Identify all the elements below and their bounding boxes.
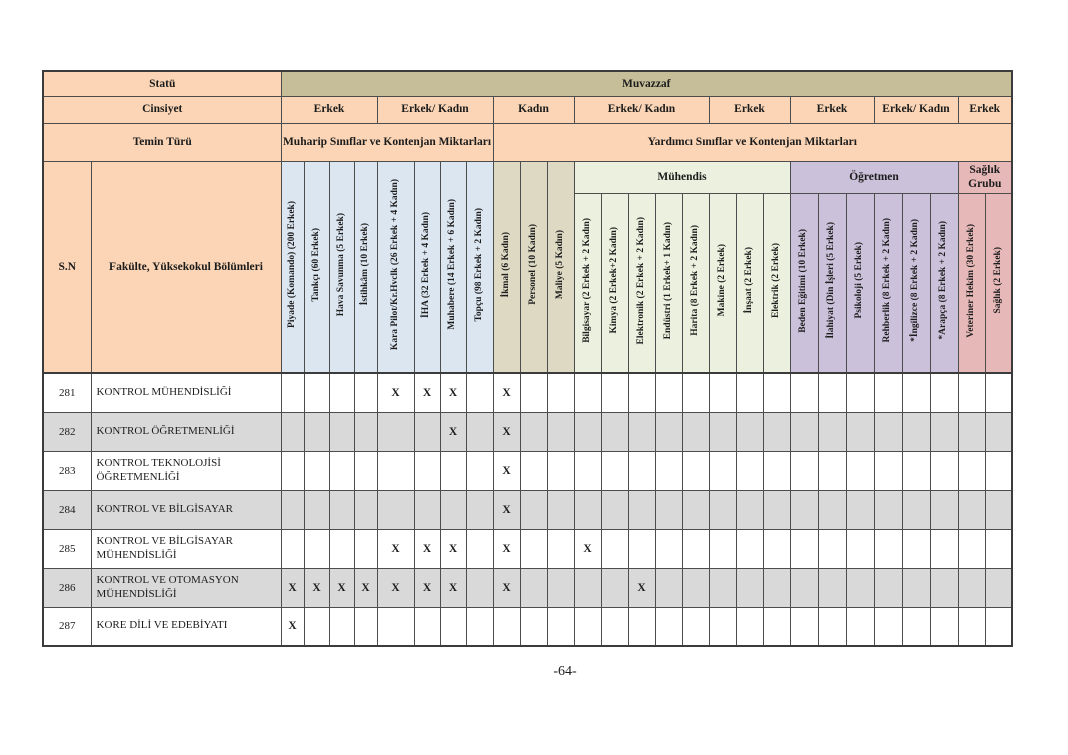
mark-cell [466, 568, 493, 607]
muharip-group-header: Muharip Sınıflar ve Kontenjan Miktarları [281, 123, 493, 161]
mark-cell [628, 373, 655, 412]
mark-cell [414, 490, 440, 529]
temin-label: Temin Türü [43, 123, 281, 161]
mark-cell [520, 607, 547, 646]
mark-cell [493, 607, 520, 646]
mark-cell: X [377, 373, 414, 412]
mark-cell [985, 529, 1012, 568]
mark-cell [655, 529, 682, 568]
mark-cell [414, 451, 440, 490]
mark-cell [466, 529, 493, 568]
column-header-label: Harita (8 Erkek + 2 Kadın) [689, 225, 700, 336]
column-header-muharip-2 [329, 161, 354, 373]
mark-cell [354, 529, 377, 568]
mark-cell [709, 607, 736, 646]
mark-cell [874, 529, 902, 568]
mark-cell [682, 373, 709, 412]
column-header-label: *İngilizce (8 Erkek + 2 Kadın) [910, 219, 921, 342]
column-header-muhendis-11 [574, 193, 601, 373]
mark-cell [281, 412, 304, 451]
mark-cell: X [493, 568, 520, 607]
mark-cell [655, 412, 682, 451]
column-header-muharip-1 [304, 161, 329, 373]
mark-cell [466, 412, 493, 451]
column-header-label: *Arapça (8 Erkek + 2 Kadın) [938, 221, 949, 340]
mark-cell [874, 451, 902, 490]
table-row-281 [43, 373, 1012, 412]
gender-span: Erkek/ Kadın [574, 96, 709, 123]
mark-cell [930, 607, 958, 646]
column-header-label: Kara Pilot/Kr.Hvclk (26 Erkek + 4 Kadın) [389, 179, 400, 351]
mark-cell [709, 568, 736, 607]
mark-cell [354, 490, 377, 529]
column-header-saglik-25 [958, 193, 985, 373]
mark-cell [329, 412, 354, 451]
mark-cell [354, 412, 377, 451]
mark-cell [281, 490, 304, 529]
mark-cell [281, 373, 304, 412]
column-header-label: Maliye (5 Kadın) [554, 229, 565, 300]
row-sn: 284 [43, 490, 91, 529]
mark-cell [682, 490, 709, 529]
mark-cell: X [354, 568, 377, 607]
row-name: KONTROL ÖĞRETMENLİĞİ [91, 412, 281, 451]
mark-cell [818, 373, 846, 412]
mark-cell [574, 568, 601, 607]
table-row-284 [43, 490, 1012, 529]
mark-cell [902, 529, 930, 568]
mark-cell [354, 373, 377, 412]
row-sn: 287 [43, 607, 91, 646]
mark-cell [736, 373, 763, 412]
statu-value: Muvazzaf [281, 71, 1012, 96]
mark-cell [930, 529, 958, 568]
column-header-label: Veteriner Hekim (30 Erkek) [965, 223, 976, 338]
mark-cell [985, 568, 1012, 607]
mark-cell [930, 373, 958, 412]
mark-cell [736, 568, 763, 607]
mark-cell [958, 529, 985, 568]
column-header-label: Psikoloji (5 Erkek) [854, 242, 865, 319]
mark-cell [930, 412, 958, 451]
mark-cell [874, 490, 902, 529]
mark-cell [655, 607, 682, 646]
column-header-label: İHA (32 Erkek + 4 Kadın) [421, 211, 432, 318]
mark-cell [763, 451, 790, 490]
mark-cell [930, 490, 958, 529]
mark-cell [466, 373, 493, 412]
mark-cell [846, 451, 874, 490]
mark-cell [682, 451, 709, 490]
mark-cell [281, 529, 304, 568]
mark-cell [547, 451, 574, 490]
row-name: KORE DİLİ VE EDEBİYATI [91, 607, 281, 646]
column-header-label: Makine (2 Erkek) [716, 244, 727, 317]
mark-cell [985, 451, 1012, 490]
mark-cell [520, 529, 547, 568]
temin-row [43, 123, 1012, 161]
mark-cell [354, 451, 377, 490]
table-row-287 [43, 607, 1012, 646]
cinsiyet-row [43, 96, 1012, 123]
table-row-286 [43, 568, 1012, 607]
gender-span: Erkek/ Kadın [377, 96, 493, 123]
mark-cell: X [414, 568, 440, 607]
mark-cell: X [440, 412, 466, 451]
mark-cell: X [440, 373, 466, 412]
column-header-ogretmen-21 [846, 193, 874, 373]
column-header-muhendis-13 [628, 193, 655, 373]
column-header-label: Bilgisayar (2 Erkek + 2 Kadın) [581, 218, 592, 343]
mark-cell [736, 412, 763, 451]
column-header-label: Tankçı (60 Erkek) [310, 227, 321, 302]
mark-cell [304, 373, 329, 412]
mark-cell [414, 412, 440, 451]
page-number: -64- [553, 664, 577, 679]
column-header-label: Hava Savunma (5 Erkek) [335, 212, 346, 317]
mark-cell [874, 412, 902, 451]
mark-cell: X [304, 568, 329, 607]
mark-cell [628, 412, 655, 451]
mark-cell [655, 373, 682, 412]
column-header-kadin-10 [547, 161, 574, 373]
mark-cell [790, 451, 818, 490]
mark-cell [440, 451, 466, 490]
column-header-muhendis-16 [709, 193, 736, 373]
mark-cell [818, 607, 846, 646]
mark-cell [601, 529, 628, 568]
mark-cell [709, 373, 736, 412]
mark-cell [790, 490, 818, 529]
mark-cell [574, 412, 601, 451]
mark-cell [377, 451, 414, 490]
mark-cell [790, 373, 818, 412]
mark-cell [763, 412, 790, 451]
column-header-label: İnşaat (2 Erkek) [743, 247, 754, 314]
mark-cell [414, 607, 440, 646]
gender-span: Erkek/ Kadın [874, 96, 958, 123]
mark-cell [902, 451, 930, 490]
column-header-muharip-7 [466, 161, 493, 373]
mark-cell [601, 451, 628, 490]
mark-cell [930, 451, 958, 490]
mark-cell [628, 607, 655, 646]
statu-label: Statü [43, 71, 281, 96]
mark-cell [682, 529, 709, 568]
mark-cell: X [493, 490, 520, 529]
column-header-label: Personel (10 Kadın) [527, 224, 538, 305]
column-header-label: Rehberlik (8 Erkek + 2 Kadın) [882, 218, 893, 343]
mark-cell [574, 607, 601, 646]
mark-cell [874, 607, 902, 646]
mark-cell [985, 373, 1012, 412]
mark-cell: X [281, 568, 304, 607]
mark-cell [655, 490, 682, 529]
mark-cell [377, 607, 414, 646]
mark-cell [547, 568, 574, 607]
mark-cell [818, 568, 846, 607]
mark-cell [682, 412, 709, 451]
row-sn: 282 [43, 412, 91, 451]
mark-cell [547, 607, 574, 646]
table-row-285 [43, 529, 1012, 568]
row-sn: 285 [43, 529, 91, 568]
mark-cell [790, 568, 818, 607]
mark-cell [874, 373, 902, 412]
mark-cell [440, 607, 466, 646]
column-header-ogretmen-20 [818, 193, 846, 373]
row-name: KONTROL MÜHENDİSLİĞİ [91, 373, 281, 412]
column-header-label: Beden Eğitimi (10 Erkek) [798, 228, 809, 333]
mark-cell [601, 568, 628, 607]
row-sn: 283 [43, 451, 91, 490]
mark-cell [958, 373, 985, 412]
mark-cell [902, 568, 930, 607]
mark-cell [628, 451, 655, 490]
subgroup-row [43, 161, 1012, 193]
mark-cell [601, 373, 628, 412]
statu-row [43, 71, 1012, 96]
mark-cell [846, 412, 874, 451]
mark-cell: X [493, 373, 520, 412]
cinsiyet-label: Cinsiyet [43, 96, 281, 123]
mark-cell [466, 607, 493, 646]
mark-cell [281, 451, 304, 490]
mark-cell [736, 607, 763, 646]
mark-cell [628, 490, 655, 529]
gender-span: Erkek [958, 96, 1012, 123]
mark-cell [985, 607, 1012, 646]
mark-cell [329, 607, 354, 646]
column-header-label: Sağlık (2 Erkek) [992, 247, 1003, 314]
yardimci-group-header: Yardımcı Sınıflar ve Kontenjan Miktarları [493, 123, 1012, 161]
mark-cell [520, 490, 547, 529]
row-sn: 286 [43, 568, 91, 607]
mark-cell [655, 568, 682, 607]
mark-cell: X [628, 568, 655, 607]
mark-cell [601, 607, 628, 646]
mark-cell [304, 490, 329, 529]
mark-cell [736, 451, 763, 490]
mark-cell [709, 412, 736, 451]
gender-span: Erkek [281, 96, 377, 123]
mark-cell [329, 529, 354, 568]
mark-cell [520, 451, 547, 490]
mark-cell [902, 490, 930, 529]
ogretmen-group-header: Öğretmen [790, 161, 958, 193]
table-row-282 [43, 412, 1012, 451]
column-header-label: İstihkâm (10 Erkek) [359, 223, 370, 306]
mark-cell: X [414, 373, 440, 412]
saglik-group-header: Sağlık Grubu [958, 161, 1012, 193]
gender-span: Erkek [790, 96, 874, 123]
column-header-muharip-5 [414, 161, 440, 373]
mark-cell [709, 529, 736, 568]
mark-cell [930, 568, 958, 607]
mark-cell [547, 490, 574, 529]
mark-cell [682, 568, 709, 607]
mark-cell [601, 490, 628, 529]
mark-cell [958, 412, 985, 451]
column-header-label: Kimya (2 Erkek+2 Kadın) [608, 227, 619, 334]
column-header-muhendis-18 [763, 193, 790, 373]
mark-cell [846, 568, 874, 607]
mark-cell [958, 490, 985, 529]
mark-cell [985, 412, 1012, 451]
mark-cell: X [414, 529, 440, 568]
mark-cell [846, 373, 874, 412]
column-header-ogretmen-24 [930, 193, 958, 373]
row-sn: 281 [43, 373, 91, 412]
row-name: KONTROL VE BİLGİSAYAR [91, 490, 281, 529]
column-header-label: İlahiyat (Din İşleri (5 Erkek) [826, 222, 837, 339]
mark-cell [818, 529, 846, 568]
column-header-ogretmen-19 [790, 193, 818, 373]
mark-cell [520, 373, 547, 412]
column-header-ogretmen-23 [902, 193, 930, 373]
mark-cell [763, 490, 790, 529]
column-header-muharip-4 [377, 161, 414, 373]
column-header-muhendis-17 [736, 193, 763, 373]
mark-cell [709, 490, 736, 529]
gender-span: Kadın [493, 96, 574, 123]
column-header-muhendis-14 [655, 193, 682, 373]
mark-cell [520, 412, 547, 451]
mark-cell [574, 490, 601, 529]
mark-cell [466, 490, 493, 529]
column-header-ogretmen-22 [874, 193, 902, 373]
mark-cell: X [493, 412, 520, 451]
mark-cell [763, 373, 790, 412]
mark-cell [547, 373, 574, 412]
mark-cell [520, 568, 547, 607]
table-row-283 [43, 451, 1012, 490]
mark-cell [682, 607, 709, 646]
column-header-label: Piyade (Komando) (200 Erkek) [286, 201, 297, 329]
column-header-label: Muhabere (14 Erkek + 6 Kadın) [447, 199, 458, 330]
mark-cell [329, 451, 354, 490]
mark-cell: X [440, 529, 466, 568]
column-header-saglik-26 [985, 193, 1012, 373]
mark-cell [958, 568, 985, 607]
mark-cell [377, 490, 414, 529]
mark-cell [440, 490, 466, 529]
mark-cell [304, 451, 329, 490]
mark-cell [902, 412, 930, 451]
mark-cell [377, 412, 414, 451]
mark-cell: X [281, 607, 304, 646]
mark-cell: X [377, 529, 414, 568]
row-name: KONTROL TEKNOLOJİSİ ÖĞRETMENLİĞİ [91, 451, 281, 490]
quota-allocation-table [42, 70, 1013, 647]
mark-cell [709, 451, 736, 490]
mark-cell [763, 568, 790, 607]
muhendis-group-header: Mühendis [574, 161, 790, 193]
mark-cell [329, 373, 354, 412]
mark-cell [846, 529, 874, 568]
column-header-label: Elektronik (2 Erkek + 2 Kadın) [635, 216, 646, 345]
mark-cell [574, 451, 601, 490]
column-header-muhendis-12 [601, 193, 628, 373]
mark-cell: X [440, 568, 466, 607]
mark-cell [547, 529, 574, 568]
mark-cell: X [493, 529, 520, 568]
column-header-muharip-3 [354, 161, 377, 373]
mark-cell [354, 607, 377, 646]
mark-cell [304, 412, 329, 451]
mark-cell [985, 490, 1012, 529]
mark-cell [818, 451, 846, 490]
mark-cell [329, 490, 354, 529]
sn-header: S.N [43, 161, 91, 373]
mark-cell [958, 451, 985, 490]
mark-cell [736, 529, 763, 568]
mark-cell [958, 607, 985, 646]
mark-cell [790, 412, 818, 451]
column-header-muhendis-15 [682, 193, 709, 373]
mark-cell [763, 529, 790, 568]
mark-cell [304, 607, 329, 646]
mark-cell [763, 607, 790, 646]
column-header-muharip-0 [281, 161, 304, 373]
column-header-kadin-9 [520, 161, 547, 373]
mark-cell [902, 373, 930, 412]
table-header [43, 71, 1012, 373]
column-header-label: İkmal (6 Kadın) [500, 231, 511, 298]
column-header-label: Endüstri (1 Erkek+ 1 Kadın) [662, 221, 673, 340]
row-name: KONTROL VE OTOMASYON MÜHENDİSLİĞİ [91, 568, 281, 607]
mark-cell [304, 529, 329, 568]
column-header-muharip-6 [440, 161, 466, 373]
mark-cell [574, 373, 601, 412]
mark-cell [874, 568, 902, 607]
mark-cell: X [377, 568, 414, 607]
column-header-label: Topçu (98 Erkek + 2 Kadın) [473, 207, 484, 322]
mark-cell [736, 490, 763, 529]
mark-cell: X [574, 529, 601, 568]
mark-cell [818, 490, 846, 529]
mark-cell [846, 607, 874, 646]
mark-cell [818, 412, 846, 451]
column-header-label: Elektrik (2 Erkek) [770, 243, 781, 319]
mark-cell [790, 529, 818, 568]
gender-span: Erkek [709, 96, 790, 123]
mark-cell: X [493, 451, 520, 490]
mark-cell [790, 607, 818, 646]
row-name: KONTROL VE BİLGİSAYAR MÜHENDİSLİĞİ [91, 529, 281, 568]
bolum-header: Fakülte, Yüksekokul Bölümleri [91, 161, 281, 373]
mark-cell: X [329, 568, 354, 607]
table-body [43, 373, 1012, 646]
column-header-kadin-8 [493, 161, 520, 373]
mark-cell [628, 529, 655, 568]
mark-cell [466, 451, 493, 490]
mark-cell [547, 412, 574, 451]
mark-cell [902, 607, 930, 646]
mark-cell [655, 451, 682, 490]
mark-cell [846, 490, 874, 529]
mark-cell [601, 412, 628, 451]
